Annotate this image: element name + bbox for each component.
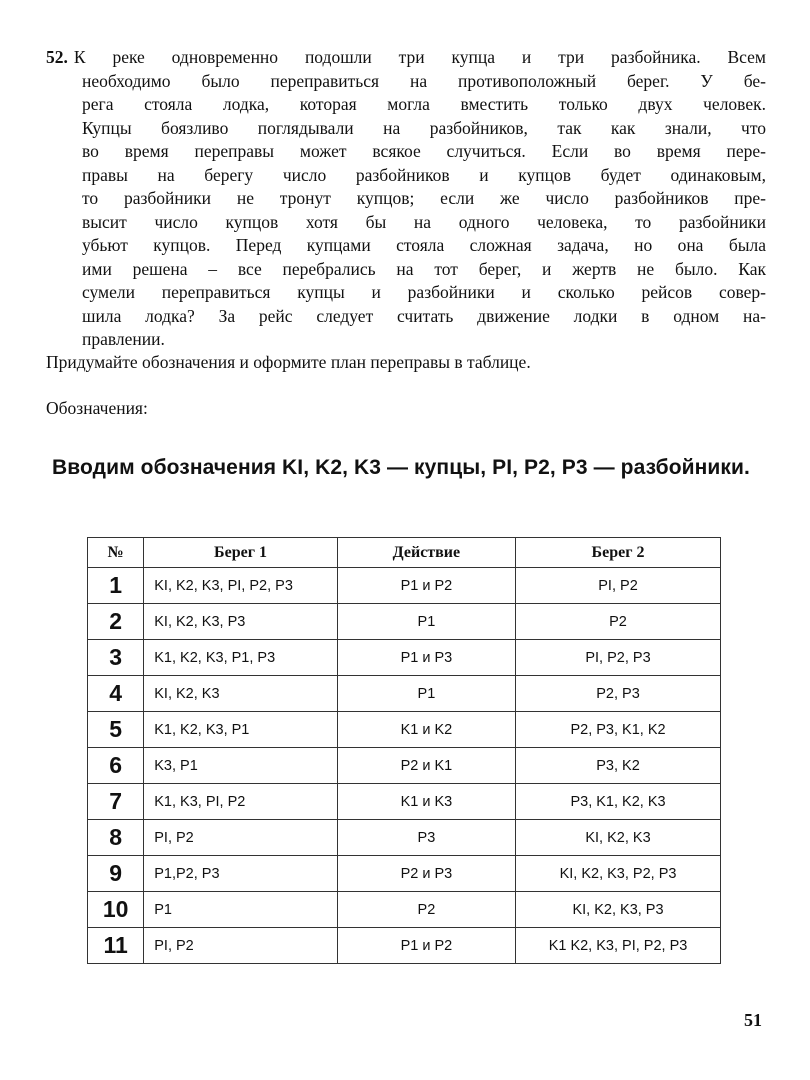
bank-1-cell: K1, K2, K3, P1, P3 bbox=[144, 640, 338, 676]
table-row bbox=[88, 784, 721, 820]
bank-2-cell: K1 K2, K3, PI, P2, P3 bbox=[516, 928, 721, 964]
problem-line bbox=[46, 46, 766, 70]
row-number: 3 bbox=[88, 640, 144, 676]
bank-2-cell: KI, K2, K3 bbox=[516, 820, 721, 856]
action-cell: P2 bbox=[337, 892, 515, 928]
problem-text bbox=[46, 46, 766, 352]
bank-1-cell: K1, K2, K3, P1 bbox=[144, 712, 338, 748]
row-number: 4 bbox=[88, 676, 144, 712]
table-row bbox=[88, 712, 721, 748]
problem-line: правлении. bbox=[82, 329, 165, 349]
table-row bbox=[88, 604, 721, 640]
bank-2-cell: PI, P2, P3 bbox=[516, 640, 721, 676]
action-cell: P1 bbox=[337, 676, 515, 712]
bank-1-cell: K3, P1 bbox=[144, 748, 338, 784]
problem-line: то разбойники не тронут купцов; если же число разбойников пре- bbox=[82, 188, 766, 208]
bank-2-cell: P2, P3, K1, K2 bbox=[516, 712, 721, 748]
row-number: 10 bbox=[88, 892, 144, 928]
bank-1-cell: P1,P2, P3 bbox=[144, 856, 338, 892]
problem-line: сумели переправиться купцы и разбойники и сколько рейсов совер- bbox=[82, 282, 766, 302]
header-number: № bbox=[88, 538, 144, 568]
problem-line-text: К реке одновременно подошли три купца и три разбойника. Всем bbox=[73, 47, 766, 67]
crossing-plan-table bbox=[87, 537, 721, 964]
row-number: 5 bbox=[88, 712, 144, 748]
bank-1-cell: KI, K2, K3, PI, P2, P3 bbox=[144, 568, 338, 604]
table-row bbox=[88, 748, 721, 784]
row-number: 9 bbox=[88, 856, 144, 892]
table-row bbox=[88, 892, 721, 928]
problem-line: шила лодка? За рейс следует считать движение лодки в одном на- bbox=[82, 305, 766, 326]
row-number: 2 bbox=[88, 604, 144, 640]
bank-2-cell: P2 bbox=[516, 604, 721, 640]
table-row bbox=[88, 640, 721, 676]
problem-number: 52. bbox=[46, 47, 68, 67]
row-number: 11 bbox=[88, 928, 144, 964]
problem-line: необходимо было переправиться на противоположный берег. У бе- bbox=[82, 70, 766, 91]
row-number: 1 bbox=[88, 568, 144, 604]
action-cell: P3 bbox=[337, 820, 515, 856]
problem-line: ими решена – все перебрались на тот берег, и жертв не было. Как bbox=[82, 258, 766, 279]
bank-1-cell: K1, K3, PI, P2 bbox=[144, 784, 338, 820]
table-header-row bbox=[88, 538, 721, 568]
bank-2-cell: KI, K2, K3, P2, P3 bbox=[516, 856, 721, 892]
bank-2-cell: P3, K2 bbox=[516, 748, 721, 784]
table-row bbox=[88, 568, 721, 604]
table-row bbox=[88, 676, 721, 712]
bank-1-cell: PI, P2 bbox=[144, 928, 338, 964]
action-cell: K1 и K2 bbox=[337, 712, 515, 748]
table-row bbox=[88, 856, 721, 892]
bank-1-cell: KI, K2, K3, P3 bbox=[144, 604, 338, 640]
action-cell: P1 и P2 bbox=[337, 928, 515, 964]
problem-line: Купцы боязливо поглядывали на разбойников, так как знали, что bbox=[82, 117, 766, 138]
header-bank-1: Берег 1 bbox=[144, 538, 338, 568]
row-number: 8 bbox=[88, 820, 144, 856]
page-number: 51 bbox=[744, 1010, 762, 1030]
header-bank-2: Берег 2 bbox=[516, 538, 721, 568]
bank-2-cell: P2, P3 bbox=[516, 676, 721, 712]
bank-1-cell: PI, P2 bbox=[144, 820, 338, 856]
notation-label: Обозначения: bbox=[46, 398, 148, 418]
row-number: 7 bbox=[88, 784, 144, 820]
bank-1-cell: P1 bbox=[144, 892, 338, 928]
problem-line: убьют купцов. Перед купцами стояла сложная задача, но она была bbox=[82, 235, 766, 255]
bank-1-cell: KI, K2, K3 bbox=[144, 676, 338, 712]
problem-line: рега стояла лодка, которая могла вместить только двух человек. bbox=[82, 94, 766, 114]
problem-line: правы на берегу число разбойников и купцов будет одинаковым, bbox=[82, 164, 766, 185]
table-row bbox=[88, 820, 721, 856]
action-cell: P1 и P2 bbox=[337, 568, 515, 604]
action-cell: P1 и P3 bbox=[337, 640, 515, 676]
problem-line: во время переправы может всякое случиться. Если во время пере- bbox=[82, 141, 766, 161]
instruction: Придумайте обозначения и оформите план переправы в таблице. bbox=[46, 352, 531, 372]
action-cell: P2 и P3 bbox=[337, 856, 515, 892]
problem-line: высит число купцов хотя бы на одного человека, то разбойники bbox=[82, 211, 766, 232]
action-cell: P1 bbox=[337, 604, 515, 640]
bank-2-cell: PI, P2 bbox=[516, 568, 721, 604]
notation-answer: Вводим обозначения KI, K2, K3 — купцы, PI, P2, P3 — разбойники. bbox=[52, 456, 750, 479]
row-number: 6 bbox=[88, 748, 144, 784]
header-action: Действие bbox=[337, 538, 515, 568]
bank-2-cell: P3, K1, K2, K3 bbox=[516, 784, 721, 820]
table-row bbox=[88, 928, 721, 964]
action-cell: P2 и K1 bbox=[337, 748, 515, 784]
action-cell: K1 и K3 bbox=[337, 784, 515, 820]
bank-2-cell: KI, K2, K3, P3 bbox=[516, 892, 721, 928]
